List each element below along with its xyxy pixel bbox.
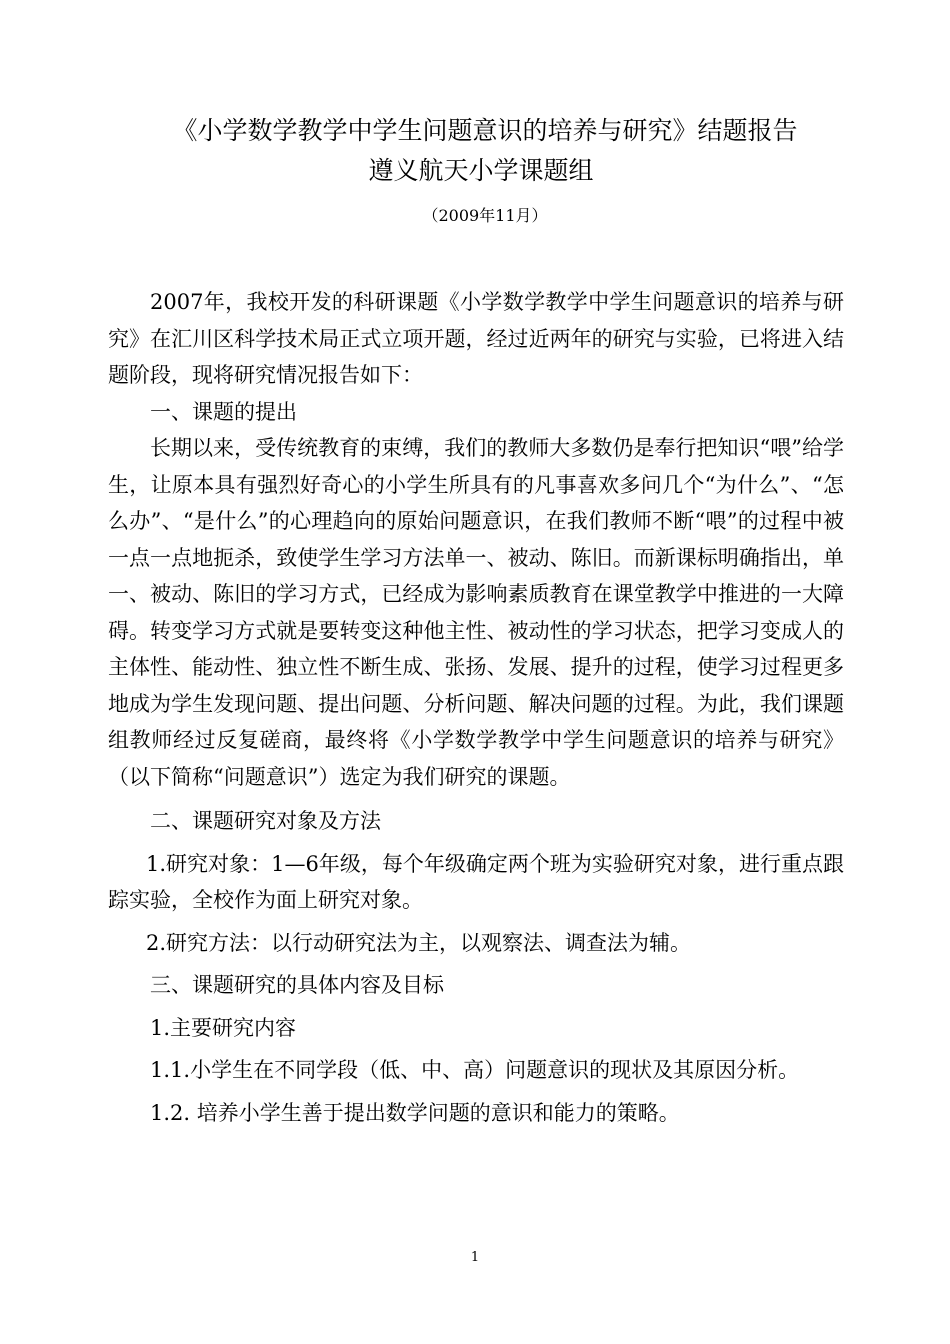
section-heading-3: 三、课题研究的具体内容及目标 <box>150 973 444 997</box>
content-item-1-1: 1.1.小学生在不同学段（低、中、高）问题意识的现状及其原因分析。 <box>150 1058 800 1082</box>
intro-paragraph: 2007年，我校开发的科研课题《小学数学教学中学生问题意识的培养与研究》在汇川区科学技术局正式立项开题，经过近两年的研究与实验，已将进入结题阶段，现将研究情况报告如下： <box>108 290 844 387</box>
document-subtitle: 遵义航天小学课题组 <box>368 156 594 185</box>
document-body <box>108 284 844 1131</box>
document-date: （2009年11月） <box>422 206 548 225</box>
page-number: 1 <box>470 1250 480 1265</box>
research-method-paragraph: 2.研究方法：以行动研究法为主，以观察法、调查法为辅。 <box>146 930 692 955</box>
research-subject-paragraph: 1.研究对象：1—6年级，每个年级确定两个班为实验研究对象，进行重点跟踪实验，全校作为面上研究对象。 <box>108 851 844 912</box>
content-heading: 1.主要研究内容 <box>150 1015 297 1040</box>
content-item-1-2: 1.2. 培养小学生善于提出数学问题的意识和能力的策略。 <box>150 1100 680 1125</box>
background-paragraph: 长期以来，受传统教育的束缚，我们的教师大多数仍是奉行把知识“喂”给学生，让原本具有强烈好奇心的小学生所具有的凡事喜欢多问几个“为什么”、“怎么办”、“是什么”的心理趋向的原始问题意识，在我们教师不断“喂”的过程中被一点一点地扼杀，致使学生学习方法单一、被动、陈旧。而新课标明确指出，单一、被动、陈旧的学习方式，已经成为影响素质教育在课堂教学中推进的一大障碍。转变学习方式就是要转变这种他主性、被动性的学习状态，把学习变成人的主体性、能动性、独立性不断生成、张扬、发展、提升的过程，使学习过程更多地成为学生发现问题、提出问题、分析问题、解决问题的过程。为此，我们课题组教师经过反复磋商，最终将《小学数学教学中学生问题意识的培养与研究》（以下简称“问题意识”）选定为我们研究的课题。 <box>108 436 844 789</box>
document-title: 《小学数学教学中学生问题意识的培养与研究》结题报告 <box>172 116 798 145</box>
section-heading-2: 二、课题研究对象及方法 <box>150 809 381 833</box>
section-heading-1: 一、课题的提出 <box>150 399 297 424</box>
